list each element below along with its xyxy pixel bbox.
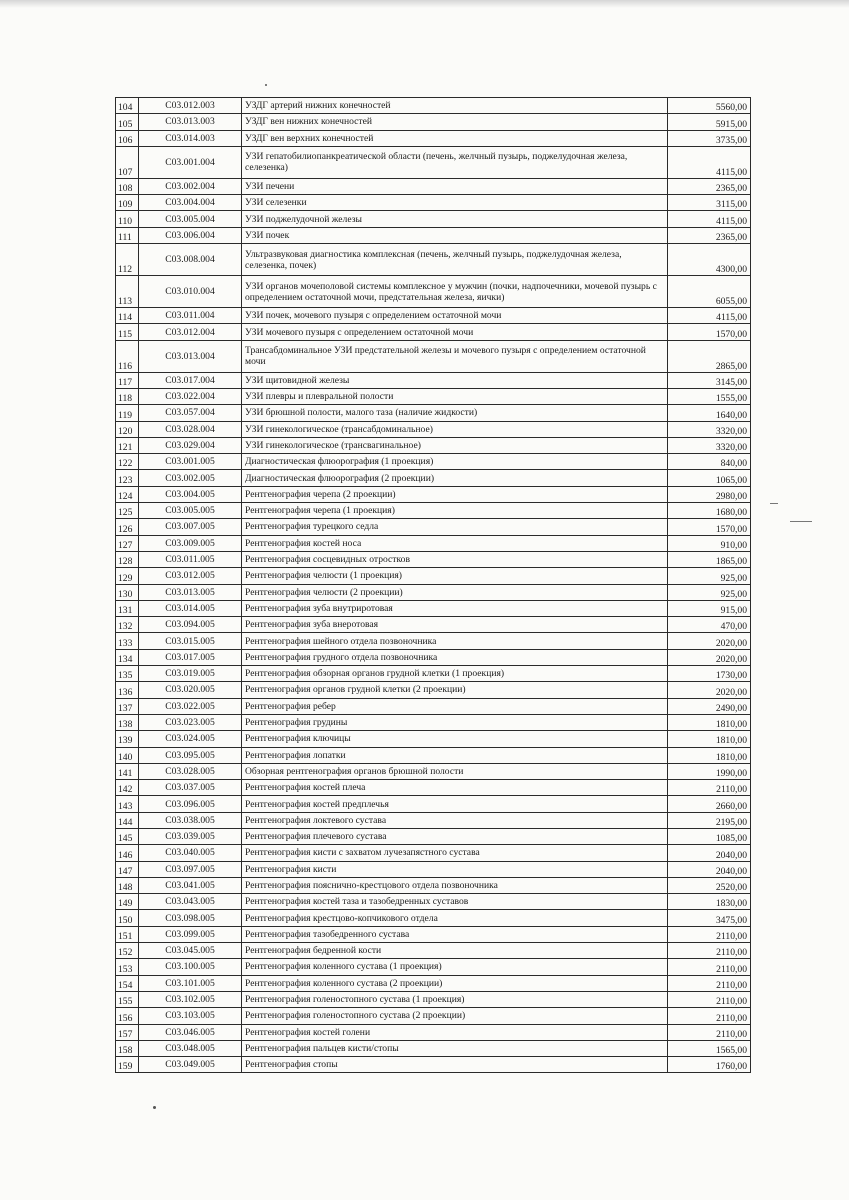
service-price: 925,00 (668, 568, 751, 584)
table-row (116, 698, 751, 714)
row-number: 154 (116, 975, 139, 991)
row-number: 137 (116, 698, 139, 714)
service-price: 470,00 (668, 617, 751, 633)
scan-speck (265, 84, 267, 86)
row-number: 111 (116, 227, 139, 243)
service-price: 2490,00 (668, 698, 751, 714)
table-row (116, 535, 751, 551)
service-name: УЗИ гинекологическое (трансабдоминальное) (242, 421, 668, 437)
service-code: C03.039.005 (139, 828, 242, 844)
service-code: C03.020.005 (139, 682, 242, 698)
service-name: Рентгенография бедренной кости (242, 943, 668, 959)
service-code: C03.046.005 (139, 1024, 242, 1040)
service-price: 1810,00 (668, 714, 751, 730)
service-price: 1760,00 (668, 1057, 751, 1073)
service-code: C03.010.004 (139, 276, 242, 308)
row-number: 109 (116, 195, 139, 211)
table-row (116, 975, 751, 991)
service-price: 925,00 (668, 584, 751, 600)
service-code: C03.002.004 (139, 178, 242, 194)
service-price: 4115,00 (668, 308, 751, 324)
service-code: C03.011.004 (139, 308, 242, 324)
table-row (116, 503, 751, 519)
service-price: 4300,00 (668, 244, 751, 276)
row-number: 105 (116, 114, 139, 130)
service-name: Рентгенография коленного сустава (1 проекция) (242, 959, 668, 975)
service-price: 2110,00 (668, 780, 751, 796)
service-price: 3145,00 (668, 372, 751, 388)
service-name: Рентгенография пояснично-крестцового отдела позвоночника (242, 877, 668, 893)
service-price: 2195,00 (668, 812, 751, 828)
service-name: Рентгенография турецкого седла (242, 519, 668, 535)
table-row (116, 551, 751, 567)
table-row (116, 1008, 751, 1024)
row-number: 142 (116, 780, 139, 796)
service-name: Рентгенография грудного отдела позвоночника (242, 649, 668, 665)
row-number: 116 (116, 340, 139, 372)
table-row (116, 388, 751, 404)
price-list-body (116, 98, 751, 1073)
service-name: Рентгенография ключицы (242, 731, 668, 747)
row-number: 114 (116, 308, 139, 324)
service-code: C03.011.005 (139, 551, 242, 567)
service-price: 2110,00 (668, 991, 751, 1007)
service-name: Обзорная рентгенография органов брюшной полости (242, 763, 668, 779)
service-price: 5915,00 (668, 114, 751, 130)
table-row (116, 519, 751, 535)
service-code: C03.098.005 (139, 910, 242, 926)
service-price: 910,00 (668, 535, 751, 551)
table-row (116, 308, 751, 324)
service-name: Рентгенография сосцевидных отростков (242, 551, 668, 567)
service-code: C03.022.004 (139, 388, 242, 404)
table-row (116, 211, 751, 227)
service-price: 2040,00 (668, 861, 751, 877)
service-price: 2865,00 (668, 340, 751, 372)
service-name: Диагностическая флюорография (1 проекция) (242, 454, 668, 470)
margin-mark (770, 503, 778, 504)
service-price: 915,00 (668, 600, 751, 616)
table-row (116, 943, 751, 959)
service-code: C03.101.005 (139, 975, 242, 991)
service-name: Рентгенография костей плеча (242, 780, 668, 796)
table-row (116, 227, 751, 243)
service-code: C03.009.005 (139, 535, 242, 551)
service-name: УЗИ плевры и плевральной полости (242, 388, 668, 404)
service-name: Рентгенография лопатки (242, 747, 668, 763)
service-name: Ультразвуковая диагностика комплексная (печень, желчный пузырь, поджелудочная железа, селезенка, почек) (242, 244, 668, 276)
service-name: Рентгенография голеностопного сустава (2 проекции) (242, 1008, 668, 1024)
table-row (116, 340, 751, 372)
service-code: C03.094.005 (139, 617, 242, 633)
service-name: Рентгенография челюсти (2 проекции) (242, 584, 668, 600)
service-code: C03.023.005 (139, 714, 242, 730)
service-code: C03.013.003 (139, 114, 242, 130)
service-name: Рентгенография тазобедренного сустава (242, 926, 668, 942)
service-code: C03.029.004 (139, 437, 242, 453)
table-row (116, 98, 751, 114)
table-row (116, 437, 751, 453)
row-number: 122 (116, 454, 139, 470)
service-price: 1810,00 (668, 747, 751, 763)
row-number: 123 (116, 470, 139, 486)
service-code: C03.006.004 (139, 227, 242, 243)
table-row (116, 861, 751, 877)
service-code: C03.017.005 (139, 649, 242, 665)
table-row (116, 828, 751, 844)
service-name: УЗИ органов мочеполовой системы комплексное у мужчин (почки, надпочечники, мочевой пузырь с определением остаточной мочи, предстательная железа, яички) (242, 276, 668, 308)
table-row (116, 276, 751, 308)
service-price: 1555,00 (668, 388, 751, 404)
row-number: 148 (116, 877, 139, 893)
service-code: C03.004.005 (139, 486, 242, 502)
service-name: Рентгенография крестцово-копчикового отдела (242, 910, 668, 926)
service-price: 1680,00 (668, 503, 751, 519)
service-price: 2110,00 (668, 1008, 751, 1024)
row-number: 128 (116, 551, 139, 567)
service-name: Рентгенография кисти с захватом лучезапястного сустава (242, 845, 668, 861)
service-name: УЗДГ артерий нижних конечностей (242, 98, 668, 114)
service-name: УЗИ щитовидной железы (242, 372, 668, 388)
service-name: Рентгенография стопы (242, 1057, 668, 1073)
scan-speck (153, 1106, 156, 1109)
row-number: 144 (116, 812, 139, 828)
row-number: 139 (116, 731, 139, 747)
service-name: Рентгенография голеностопного сустава (1 проекция) (242, 991, 668, 1007)
table-row (116, 959, 751, 975)
service-price: 1830,00 (668, 894, 751, 910)
service-price: 2110,00 (668, 975, 751, 991)
service-name: Рентгенография ребер (242, 698, 668, 714)
service-code: C03.028.005 (139, 763, 242, 779)
service-price: 2660,00 (668, 796, 751, 812)
row-number: 127 (116, 535, 139, 551)
price-list-table (115, 97, 751, 1073)
table-row (116, 130, 751, 146)
table-row (116, 747, 751, 763)
service-price: 2365,00 (668, 178, 751, 194)
service-name: Рентгенография зуба внеротовая (242, 617, 668, 633)
service-code: C03.049.005 (139, 1057, 242, 1073)
table-row (116, 1024, 751, 1040)
table-row (116, 584, 751, 600)
row-number: 150 (116, 910, 139, 926)
row-number: 133 (116, 633, 139, 649)
service-name: Рентгенография челюсти (1 проекция) (242, 568, 668, 584)
service-code: C03.096.005 (139, 796, 242, 812)
service-code: C03.028.004 (139, 421, 242, 437)
service-name: Рентгенография черепа (1 проекция) (242, 503, 668, 519)
table-row (116, 421, 751, 437)
service-price: 840,00 (668, 454, 751, 470)
service-name: Рентгенография грудины (242, 714, 668, 730)
service-price: 3735,00 (668, 130, 751, 146)
table-row (116, 910, 751, 926)
service-price: 2110,00 (668, 926, 751, 942)
service-price: 4115,00 (668, 211, 751, 227)
table-row (116, 405, 751, 421)
service-code: C03.037.005 (139, 780, 242, 796)
service-price: 1570,00 (668, 324, 751, 340)
table-row (116, 568, 751, 584)
table-row (116, 991, 751, 1007)
row-number: 153 (116, 959, 139, 975)
margin-mark (790, 521, 812, 522)
service-code: C03.024.005 (139, 731, 242, 747)
row-number: 134 (116, 649, 139, 665)
service-code: C03.102.005 (139, 991, 242, 1007)
table-row (116, 1057, 751, 1073)
service-price: 1990,00 (668, 763, 751, 779)
row-number: 121 (116, 437, 139, 453)
service-price: 1565,00 (668, 1040, 751, 1056)
table-row (116, 926, 751, 942)
service-price: 1865,00 (668, 551, 751, 567)
table-row (116, 617, 751, 633)
row-number: 129 (116, 568, 139, 584)
service-code: C03.048.005 (139, 1040, 242, 1056)
table-row (116, 894, 751, 910)
service-name: Рентгенография локтевого сустава (242, 812, 668, 828)
service-name: УЗИ поджелудочной железы (242, 211, 668, 227)
service-price: 2040,00 (668, 845, 751, 861)
service-name: Рентгенография зуба внутриротовая (242, 600, 668, 616)
row-number: 117 (116, 372, 139, 388)
service-price: 2020,00 (668, 633, 751, 649)
service-code: C03.007.005 (139, 519, 242, 535)
service-code: C03.043.005 (139, 894, 242, 910)
service-price: 2110,00 (668, 959, 751, 975)
row-number: 120 (116, 421, 139, 437)
table-row (116, 114, 751, 130)
row-number: 118 (116, 388, 139, 404)
service-code: C03.005.005 (139, 503, 242, 519)
service-name: УЗИ почек, мочевого пузыря с определением остаточной мочи (242, 308, 668, 324)
service-price: 2020,00 (668, 649, 751, 665)
table-row (116, 1040, 751, 1056)
service-name: Рентгенография шейного отдела позвоночника (242, 633, 668, 649)
service-price: 3320,00 (668, 421, 751, 437)
service-price: 4115,00 (668, 146, 751, 178)
service-price: 3115,00 (668, 195, 751, 211)
service-code: C03.001.005 (139, 454, 242, 470)
service-code: C03.014.003 (139, 130, 242, 146)
service-price: 1065,00 (668, 470, 751, 486)
row-number: 106 (116, 130, 139, 146)
service-price: 6055,00 (668, 276, 751, 308)
table-row (116, 845, 751, 861)
row-number: 159 (116, 1057, 139, 1073)
row-number: 149 (116, 894, 139, 910)
service-code: C03.008.004 (139, 244, 242, 276)
service-code: C03.045.005 (139, 943, 242, 959)
service-code: C03.099.005 (139, 926, 242, 942)
row-number: 135 (116, 666, 139, 682)
row-number: 155 (116, 991, 139, 1007)
row-number: 140 (116, 747, 139, 763)
service-price: 1640,00 (668, 405, 751, 421)
service-name: Рентгенография коленного сустава (2 проекции) (242, 975, 668, 991)
service-name: УЗИ гинекологическое (трансвагинальное) (242, 437, 668, 453)
service-name: Рентгенография черепа (2 проекции) (242, 486, 668, 502)
row-number: 132 (116, 617, 139, 633)
row-number: 115 (116, 324, 139, 340)
service-name: УЗИ селезенки (242, 195, 668, 211)
service-code: C03.015.005 (139, 633, 242, 649)
row-number: 126 (116, 519, 139, 535)
service-price: 3320,00 (668, 437, 751, 453)
row-number: 146 (116, 845, 139, 861)
service-code: C03.012.004 (139, 324, 242, 340)
service-name: УЗИ печени (242, 178, 668, 194)
service-name: Диагностическая флюорография (2 проекции) (242, 470, 668, 486)
row-number: 104 (116, 98, 139, 114)
service-code: C03.013.005 (139, 584, 242, 600)
service-code: C03.022.005 (139, 698, 242, 714)
table-row (116, 600, 751, 616)
service-code: C03.012.003 (139, 98, 242, 114)
table-row (116, 796, 751, 812)
service-name: Рентгенография костей голени (242, 1024, 668, 1040)
table-row (116, 812, 751, 828)
service-code: C03.040.005 (139, 845, 242, 861)
service-price: 1730,00 (668, 666, 751, 682)
table-row (116, 195, 751, 211)
service-code: C03.014.005 (139, 600, 242, 616)
service-code: C03.001.004 (139, 146, 242, 178)
service-name: Рентгенография костей предплечья (242, 796, 668, 812)
table-row (116, 372, 751, 388)
row-number: 145 (116, 828, 139, 844)
service-code: C03.095.005 (139, 747, 242, 763)
row-number: 131 (116, 600, 139, 616)
row-number: 136 (116, 682, 139, 698)
service-price: 1085,00 (668, 828, 751, 844)
row-number: 112 (116, 244, 139, 276)
row-number: 152 (116, 943, 139, 959)
row-number: 143 (116, 796, 139, 812)
table-row (116, 486, 751, 502)
service-code: C03.019.005 (139, 666, 242, 682)
row-number: 130 (116, 584, 139, 600)
service-price: 2520,00 (668, 877, 751, 893)
row-number: 157 (116, 1024, 139, 1040)
service-price: 2110,00 (668, 943, 751, 959)
row-number: 124 (116, 486, 139, 502)
table-row (116, 454, 751, 470)
table-row (116, 877, 751, 893)
service-name: Рентгенография плечевого сустава (242, 828, 668, 844)
table-row (116, 714, 751, 730)
service-code: C03.013.004 (139, 340, 242, 372)
service-name: Рентгенография костей таза и тазобедренных суставов (242, 894, 668, 910)
row-number: 119 (116, 405, 139, 421)
row-number: 113 (116, 276, 139, 308)
row-number: 108 (116, 178, 139, 194)
row-number: 107 (116, 146, 139, 178)
service-name: Рентгенография органов грудной клетки (2 проекции) (242, 682, 668, 698)
service-price: 3475,00 (668, 910, 751, 926)
service-price: 2980,00 (668, 486, 751, 502)
row-number: 141 (116, 763, 139, 779)
service-code: C03.012.005 (139, 568, 242, 584)
table-row (116, 146, 751, 178)
table-row (116, 763, 751, 779)
row-number: 110 (116, 211, 139, 227)
table-row (116, 666, 751, 682)
table-row (116, 244, 751, 276)
service-code: C03.004.004 (139, 195, 242, 211)
row-number: 125 (116, 503, 139, 519)
row-number: 138 (116, 714, 139, 730)
service-code: C03.100.005 (139, 959, 242, 975)
service-code: C03.041.005 (139, 877, 242, 893)
service-name: Рентгенография костей носа (242, 535, 668, 551)
service-name: УЗДГ вен нижних конечностей (242, 114, 668, 130)
row-number: 158 (116, 1040, 139, 1056)
service-name: УЗИ почек (242, 227, 668, 243)
table-row (116, 324, 751, 340)
service-name: Трансабдоминальное УЗИ предстательной железы и мочевого пузыря с определением остаточной мочи (242, 340, 668, 372)
service-name: УЗДГ вен верхних конечностей (242, 130, 668, 146)
service-price: 2365,00 (668, 227, 751, 243)
service-code: C03.103.005 (139, 1008, 242, 1024)
service-code: C03.005.004 (139, 211, 242, 227)
row-number: 147 (116, 861, 139, 877)
table-row (116, 649, 751, 665)
service-price: 2110,00 (668, 1024, 751, 1040)
table-row (116, 633, 751, 649)
service-price: 1570,00 (668, 519, 751, 535)
table-row (116, 470, 751, 486)
table-row (116, 682, 751, 698)
service-name: УЗИ мочевого пузыря с определением остаточной мочи (242, 324, 668, 340)
service-price: 2020,00 (668, 682, 751, 698)
service-name: Рентгенография обзорная органов грудной клетки (1 проекция) (242, 666, 668, 682)
service-code: C03.057.004 (139, 405, 242, 421)
service-name: УЗИ брюшной полости, малого таза (наличие жидкости) (242, 405, 668, 421)
service-code: C03.017.004 (139, 372, 242, 388)
service-name: Рентгенография пальцев кисти/стопы (242, 1040, 668, 1056)
row-number: 151 (116, 926, 139, 942)
service-code: C03.097.005 (139, 861, 242, 877)
scanned-page-edge (0, 0, 849, 8)
service-price: 1810,00 (668, 731, 751, 747)
service-name: УЗИ гепатобилиопанкреатической области (печень, желчный пузырь, поджелудочная железа, селезенка) (242, 146, 668, 178)
service-code: C03.002.005 (139, 470, 242, 486)
row-number: 156 (116, 1008, 139, 1024)
service-price: 5560,00 (668, 98, 751, 114)
table-row (116, 731, 751, 747)
service-code: C03.038.005 (139, 812, 242, 828)
table-row (116, 178, 751, 194)
table-row (116, 780, 751, 796)
service-name: Рентгенография кисти (242, 861, 668, 877)
